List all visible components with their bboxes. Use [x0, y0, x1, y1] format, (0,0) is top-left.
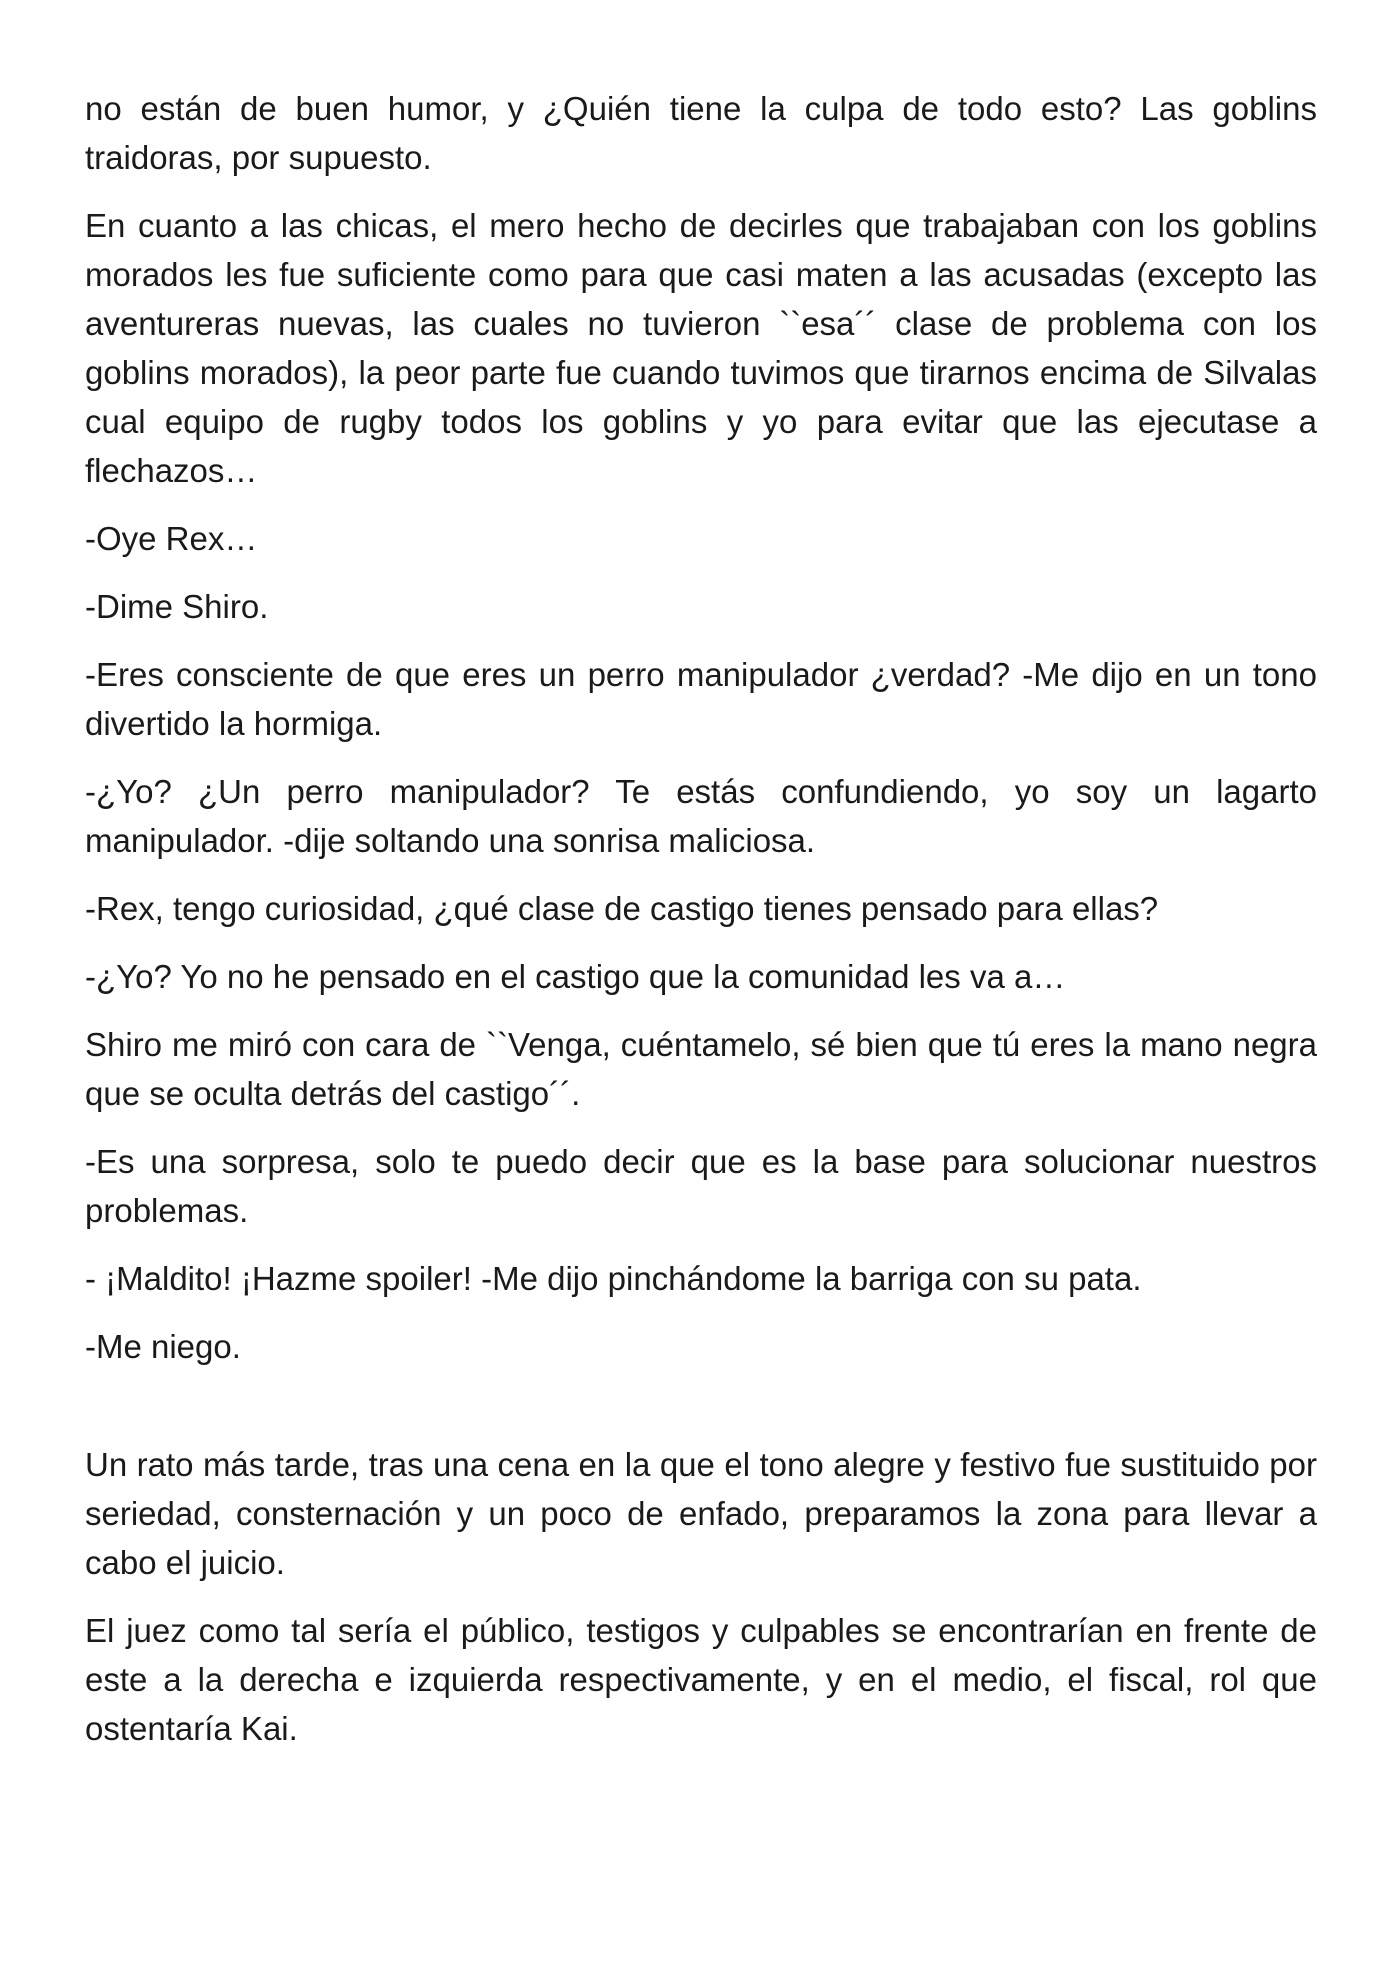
paragraph: Un rato más tarde, tras una cena en la que el tono alegre y festivo fue sustituido por seriedad, consternación y un poco de enfado, preparamos la zona para llevar a cabo el juicio. — [85, 1446, 1317, 1581]
dialogue-line: -Eres consciente de que eres un perro manipulador ¿verdad? -Me dijo en un tono divertido la hormiga. — [85, 656, 1317, 742]
dialogue-line: -Rex, tengo curiosidad, ¿qué clase de castigo tienes pensado para ellas? — [85, 890, 1159, 927]
dialogue-line: -Me niego. — [85, 1328, 241, 1365]
dialogue-line: -¿Yo? Yo no he pensado en el castigo que la comunidad les va a… — [85, 958, 1066, 995]
dialogue-line: -¿Yo? ¿Un perro manipulador? Te estás confundiendo, yo soy un lagarto manipulador. -dije soltando una sonrisa maliciosa. — [85, 773, 1317, 859]
dialogue-line: - ¡Maldito! ¡Hazme spoiler! -Me dijo pinchándome la barriga con su pata. — [85, 1260, 1142, 1297]
paragraph: En cuanto a las chicas, el mero hecho de decirles que trabajaban con los goblins morados les fue suficiente como para que casi maten a las acusadas (excepto las aventureras nuevas, las cuales no tuvieron ``esa´´ clase de problema con los goblins morados), la peor parte fue cuando tuvimos que tirarnos encima de Silvalas cual equipo de rugby todos los goblins y yo para evitar que las ejecutase a flechazos… — [85, 207, 1317, 489]
dialogue-line: -Oye Rex… — [85, 520, 258, 557]
paragraph: Shiro me miró con cara de ``Venga, cuéntamelo, sé bien que tú eres la mano negra que se oculta detrás del castigo´´. — [85, 1026, 1317, 1112]
document-page — [85, 84, 1317, 1772]
dialogue-line: -Es una sorpresa, solo te puedo decir que es la base para solucionar nuestros problemas. — [85, 1143, 1317, 1229]
dialogue-line: -Dime Shiro. — [85, 588, 269, 625]
paragraph: no están de buen humor, y ¿Quién tiene la culpa de todo esto? Las goblins traidoras, por supuesto. — [85, 90, 1317, 176]
paragraph: El juez como tal sería el público, testigos y culpables se encontrarían en frente de este a la derecha e izquierda respectivamente, y en el medio, el fiscal, rol que ostentaría Kai. — [85, 1612, 1317, 1747]
